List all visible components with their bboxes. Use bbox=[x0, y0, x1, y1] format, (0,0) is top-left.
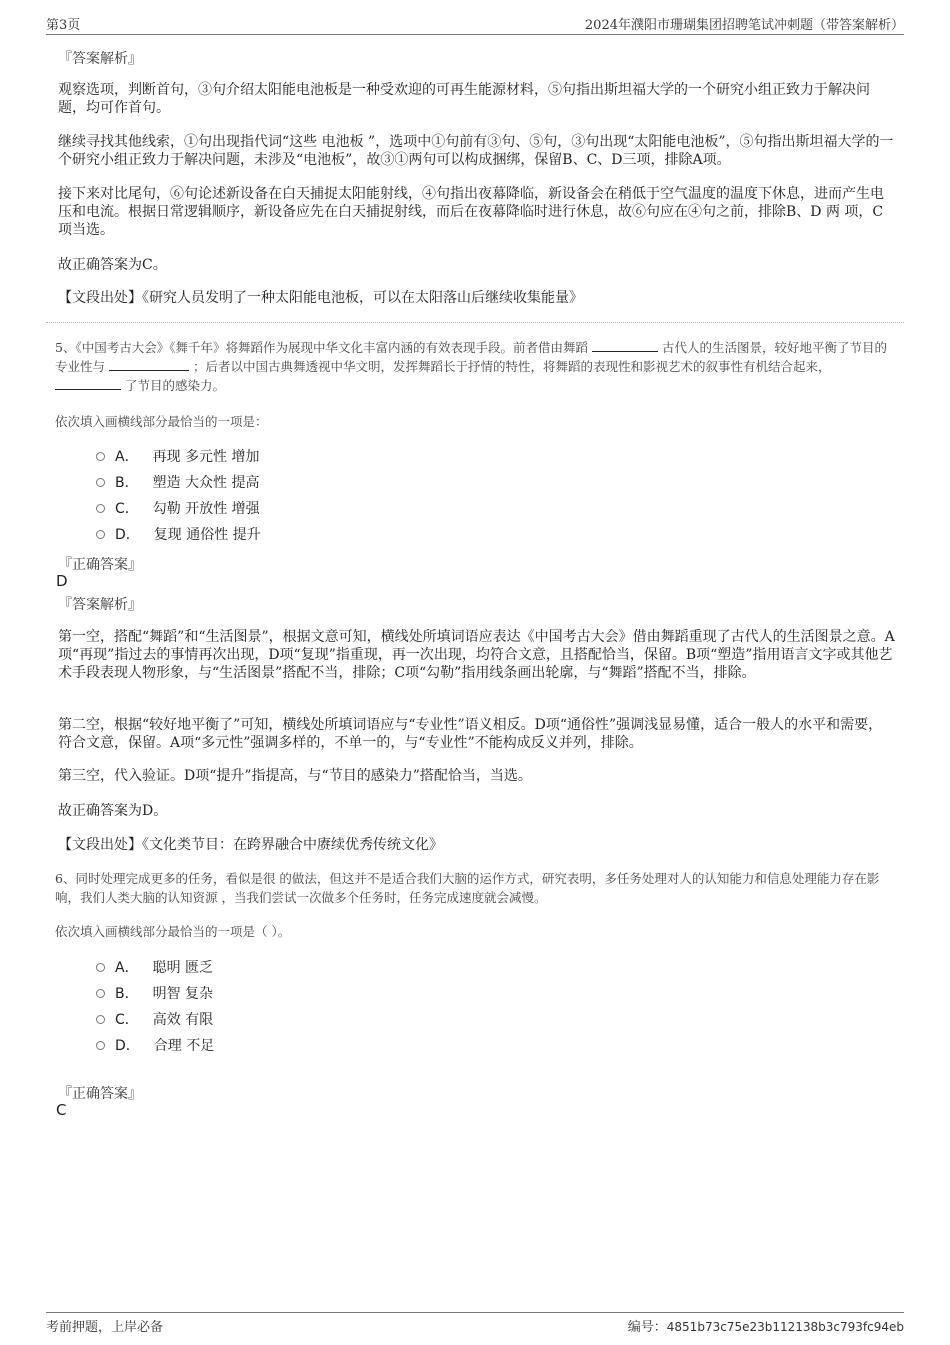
footer-code-value: 4851b73c75e23b112138b3c793fc94eb bbox=[666, 1320, 904, 1334]
q6-option-a[interactable]: A． 聪明 匮乏 bbox=[96, 959, 213, 977]
radio-icon[interactable] bbox=[96, 1041, 105, 1050]
radio-icon[interactable] bbox=[96, 504, 105, 513]
q4-analysis-para1: 观察选项，判断首句，③句介绍太阳能电池板是一种受欢迎的可再生能源材料，⑤句指出斯坦福大学的一个研究小组正致力于解决问题，均可作首句。 bbox=[58, 82, 870, 116]
page-header bbox=[46, 14, 904, 35]
radio-icon[interactable] bbox=[96, 1015, 105, 1024]
q5-answer: D bbox=[56, 572, 68, 590]
q5-option-c[interactable]: C． 勾勒 开放性 增强 bbox=[96, 500, 260, 518]
footer-slogan: 考前押题，上岸必备 bbox=[46, 1320, 164, 1335]
q5-analysis-para1: 第一空，搭配“舞蹈”和“生活图景”，根据文意可知，横线处所填词语应表达《中国考古大会》借由舞蹈重现了古代人的生活图景之意。A项“再现”指过去的事情再次出现，D项“复现”指重现，再一次出现，均符合文意，且搭配恰当，保留。B项“塑造”指用语言文字或其他艺术手段表现人物形象，与“生活图景”搭配不当，排除；C项“勾勒”指用线条画出轮廓，与“舞蹈”搭配不当，排除。 bbox=[58, 629, 895, 681]
page-footer bbox=[46, 1312, 904, 1335]
q4-conclusion: 故正确答案为C。 bbox=[58, 257, 167, 273]
radio-icon[interactable] bbox=[96, 530, 105, 539]
footer-code bbox=[628, 1316, 904, 1335]
q5-stem-part3: ；后者以中国古典舞透视中华文明，发挥舞蹈长于抒情的特性，将舞蹈的表现性和影视艺术的叙事性有机结合起来， bbox=[192, 359, 831, 374]
q6-option-c[interactable]: C． 高效 有限 bbox=[96, 1011, 213, 1029]
q5-prompt: 依次填入画横线部分最恰当的一项是： bbox=[55, 414, 268, 429]
q4-analysis-label: 『答案解析』 bbox=[58, 51, 142, 67]
q6-answer-label: 『正确答案』 bbox=[58, 1086, 142, 1102]
q4-source: 【文段出处】《研究人员发明了一种太阳能电池板，可以在太阳落山后继续收集能量》 bbox=[58, 290, 583, 306]
q6-option-d[interactable]: D． 合理 不足 bbox=[96, 1037, 214, 1055]
q6-stem: 6、同时处理完成更多的任务，看似是很 的做法，但这并不是适合我们大脑的运作方式，研究表明，多任务处理对人的认知能力和信息处理能力存在影响，我们人类大脑的认知资源 ，当我们尝试一次做多个任务时，任务完成速度就会减慢。 bbox=[55, 871, 880, 905]
q5-blank-2 bbox=[109, 358, 189, 371]
q5-option-a[interactable]: A． 再现 多元性 增加 bbox=[96, 448, 259, 466]
q5-option-b[interactable]: B． 塑造 大众性 提高 bbox=[96, 474, 260, 492]
radio-icon[interactable] bbox=[96, 963, 105, 972]
q6-option-b[interactable]: B． 明智 复杂 bbox=[96, 985, 213, 1003]
q5-stem-part2: 古代人的生活图景，较好地平衡了节目的专业性与 bbox=[55, 340, 887, 374]
q5-stem-part4: 了节目的感染力。 bbox=[124, 378, 225, 393]
q5-option-d[interactable]: D． 复现 通俗性 提升 bbox=[96, 526, 261, 544]
q5-stem-part1: 5、《中国考古大会》《舞千年》将舞蹈作为展现中华文化丰富内涵的有效表现手段。前者借由舞蹈 bbox=[55, 340, 588, 355]
q5-blank-3 bbox=[55, 377, 121, 390]
q5-conclusion: 故正确答案为D。 bbox=[58, 803, 168, 819]
section-divider bbox=[46, 322, 904, 323]
q5-analysis-para2: 第二空，根据“较好地平衡了”可知，横线处所填词语应与“专业性”语义相反。D项“通俗性”强调浅显易懂，适合一般人的水平和需要，符合文意，保留。A项“多元性”强调多样的，不单一的，与“专业性”不能构成反义并列，排除。 bbox=[58, 717, 883, 751]
radio-icon[interactable] bbox=[96, 452, 105, 461]
page-number: 第3页 bbox=[46, 18, 81, 33]
radio-icon[interactable] bbox=[96, 989, 105, 998]
q6-prompt: 依次填入画横线部分最恰当的一项是（ ）。 bbox=[55, 924, 291, 939]
q5-source: 【文段出处】《文化类节目：在跨界融合中赓续优秀传统文化》 bbox=[58, 837, 443, 853]
q4-analysis-para2: 继续寻找其他线索，①句出现指代词“这些 电池板 ”，选项中①句前有③句、⑤句，③句出现“太阳能电池板”，⑤句指出斯坦福大学的一个研究小组正致力于解决问题，未涉及“电池板”，故③①两句可以构成捆绑，保留B、C、D三项，排除A项。 bbox=[58, 134, 894, 168]
q5-analysis-label: 『答案解析』 bbox=[58, 597, 142, 613]
footer-code-label: 编号： bbox=[627, 1320, 667, 1335]
q4-analysis-para3: 接下来对比尾句，⑥句论述新设备在白天捕捉太阳能射线，④句指出夜幕降临，新设备会在稍低于空气温度的温度下休息，进而产生电压和电流。根据日常逻辑顺序，新设备应先在白天捕捉射线，而后在夜幕降临时进行休息，故⑥句应在④句之前，排除B、D 两 项，C项当选。 bbox=[58, 186, 884, 238]
radio-icon[interactable] bbox=[96, 478, 105, 487]
q5-answer-label: 『正确答案』 bbox=[58, 557, 142, 573]
q5-stem bbox=[55, 338, 897, 395]
document-title: 2024年濮阳市珊瑚集团招聘笔试冲刺题（带答案解析） bbox=[584, 18, 904, 33]
q5-analysis-para3: 第三空，代入验证。D项“提升”指提高，与“节目的感染力”搭配恰当，当选。 bbox=[58, 768, 532, 784]
q5-blank-1 bbox=[592, 339, 658, 352]
q6-answer: C bbox=[56, 1101, 67, 1119]
